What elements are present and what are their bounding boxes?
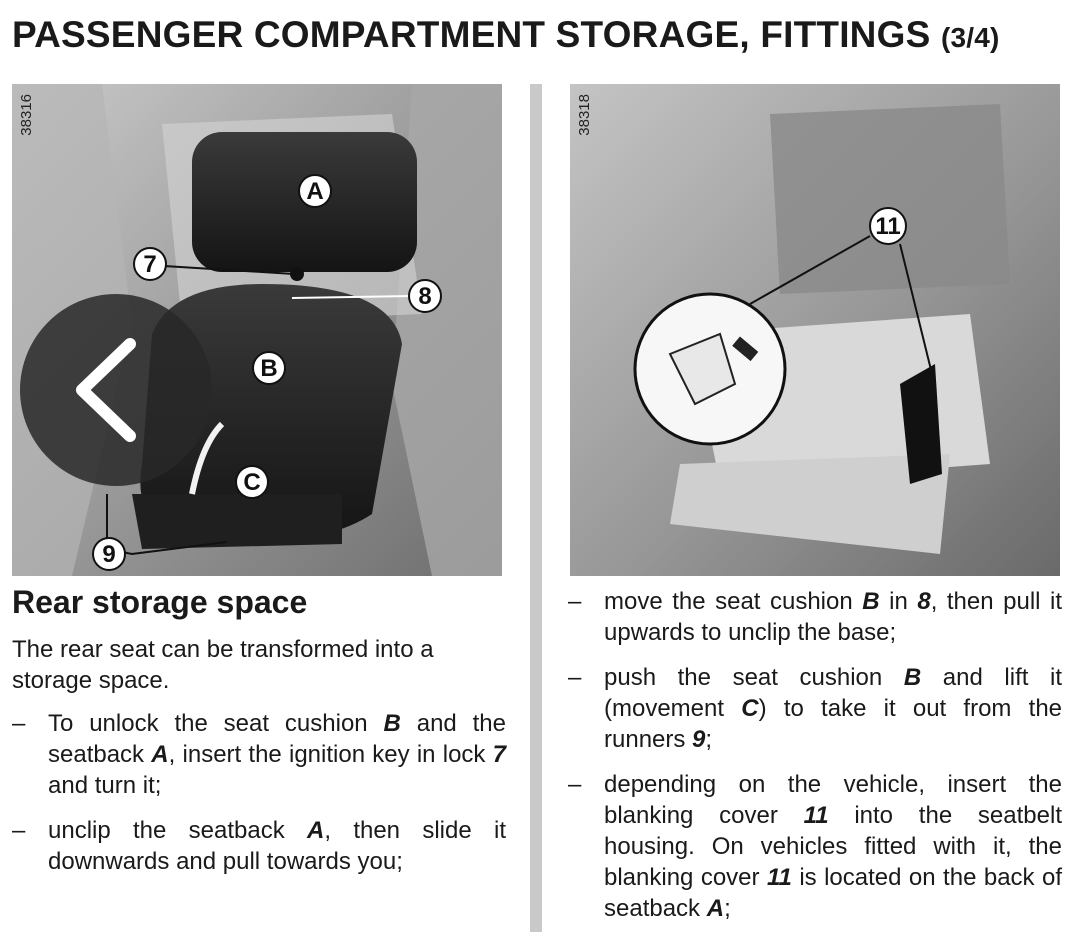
figure-code-right: 38318: [576, 94, 593, 136]
label-c: C: [243, 469, 261, 496]
list-item: – To unlock the seat cushion B and the seatback A, insert the ignition key in lock 7 and turn it;: [12, 710, 506, 799]
label-a: A: [306, 178, 324, 205]
blanking-cover-illustration: [570, 84, 1060, 576]
figure-code-left: 38316: [18, 94, 35, 136]
left-steps: [12, 708, 506, 877]
label-b: B: [260, 355, 278, 382]
lock-7: [290, 267, 304, 281]
label-11: 11: [875, 213, 901, 240]
right-steps: [568, 586, 1062, 924]
label-9: 9: [102, 541, 116, 568]
list-item: – move the seat cushion B in 8, then pull it upwards to unclip the base;: [568, 588, 1063, 646]
page-title: [12, 14, 1000, 56]
intro-paragraph: The rear seat can be transformed into a storage space.: [12, 636, 434, 694]
column-divider: [530, 84, 542, 932]
title-text: PASSENGER COMPARTMENT STORAGE, FITTINGS: [12, 14, 931, 55]
section-heading: Rear storage space: [12, 584, 308, 620]
figure-blanking-cover: [570, 84, 1060, 576]
label-8: 8: [418, 283, 432, 310]
page-indicator: (3/4): [940, 22, 1000, 53]
list-item: – push the seat cushion B and lift it (movement C) to take it out from the runners 9;: [568, 664, 1063, 753]
right-column: [568, 586, 1062, 938]
left-column: [12, 584, 506, 891]
list-item: – depending on the vehicle, insert the blanking cover 11 into the seatbelt housing. On vehicles fitted with it, the blanking cover 11 is located on the back of seatback A;: [568, 771, 1062, 922]
list-item: – unclip the seatback A, then slide it downwards and pull towards you;: [12, 817, 506, 875]
label-7: 7: [143, 251, 157, 278]
chevron-left-icon: [20, 294, 212, 486]
back-button[interactable]: [20, 294, 212, 486]
